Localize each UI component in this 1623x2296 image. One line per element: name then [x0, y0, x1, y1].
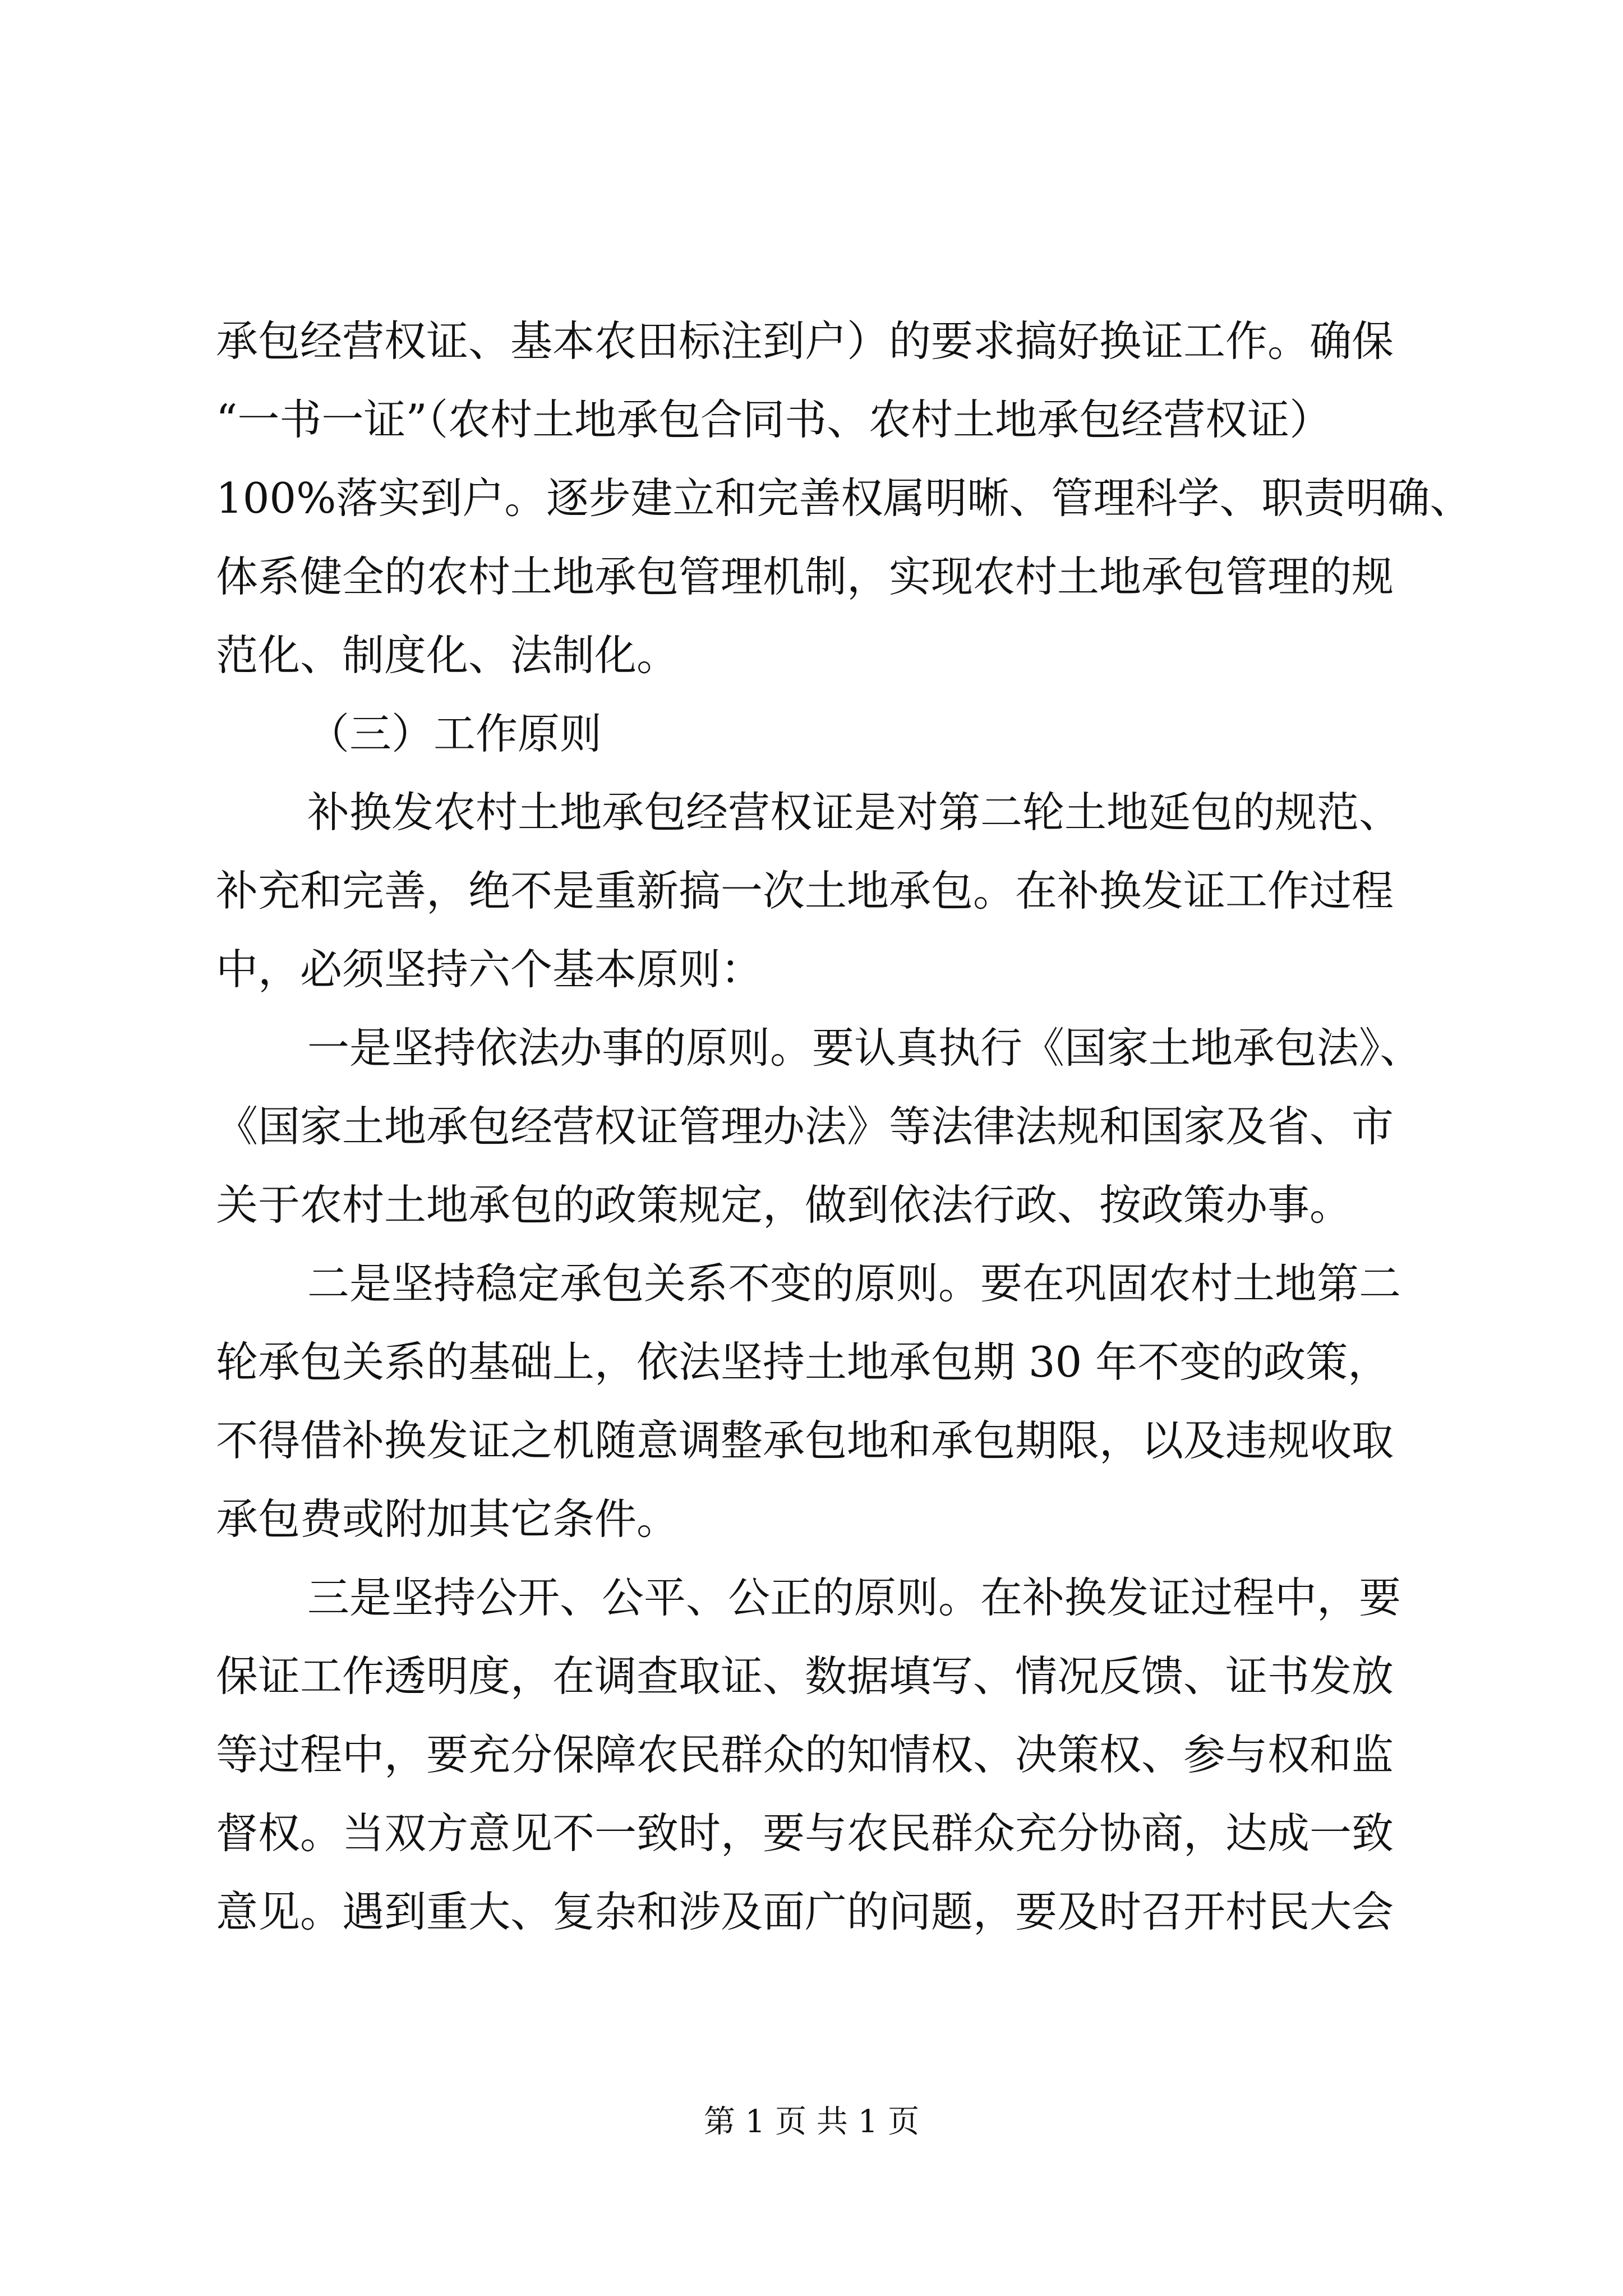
text-line: 轮承包关系的基础上，依法坚持土地承包期 30 年不变的政策，	[216, 1337, 1390, 1387]
text-line: 保证工作透明度，在调查取证、数据填写、情况反馈、证书发放	[216, 1651, 1394, 1701]
text-line: 承包经营权证、基本农田标注到户）的要求搞好换证工作。确保	[216, 316, 1394, 366]
text-line: 一是坚持依法办事的原则。要认真执行《国家土地承包法》、	[307, 1023, 1422, 1073]
text-line: 中，必须坚持六个基本原则：	[216, 945, 763, 994]
text-line: 承包费或附加其它条件。	[216, 1494, 679, 1544]
text-line: 督权。当双方意见不一致时，要与农民群众充分协商，达成一致	[216, 1809, 1394, 1858]
section-heading: （三）工作原则	[307, 709, 602, 758]
page-footer: 第 1 页 共 1 页	[703, 2104, 920, 2140]
text-line: 关于农村土地承包的政策规定，做到依法行政、按政策办事。	[216, 1180, 1352, 1230]
text-line: 等过程中，要充分保障农民群众的知情权、决策权、参与权和监	[216, 1730, 1394, 1779]
text-line: 不得借补换发证之机随意调整承包地和承包期限，以及违规收取	[216, 1416, 1394, 1465]
text-line: 补换发农村土地承包经营权证是对第二轮土地延包的规范、	[307, 788, 1401, 837]
text-line: 范化、制度化、法制化。	[216, 631, 679, 680]
text-line: 体系健全的农村土地承包管理机制，实现农村土地承包管理的规	[216, 552, 1394, 601]
text-line: 100%落实到户。逐步建立和完善权属明晰、管理科学、职责明确、	[216, 473, 1472, 523]
text-line: 补充和完善，绝不是重新搞一次土地承包。在补换发证工作过程	[216, 866, 1394, 915]
text-line: 意见。遇到重大、复杂和涉及面广的问题，要及时召开村民大会	[216, 1887, 1394, 1936]
text-line: “一书一证”（农村土地承包合同书、农村土地承包经营权证）	[216, 395, 1332, 444]
text-line: 三是坚持公开、公平、公正的原则。在补换发证过程中，要	[307, 1573, 1401, 1622]
text-line: 二是坚持稳定承包关系不变的原则。要在巩固农村土地第二	[307, 1259, 1401, 1308]
text-line: 《国家土地承包经营权证管理办法》等法律法规和国家及省、市	[216, 1102, 1394, 1151]
